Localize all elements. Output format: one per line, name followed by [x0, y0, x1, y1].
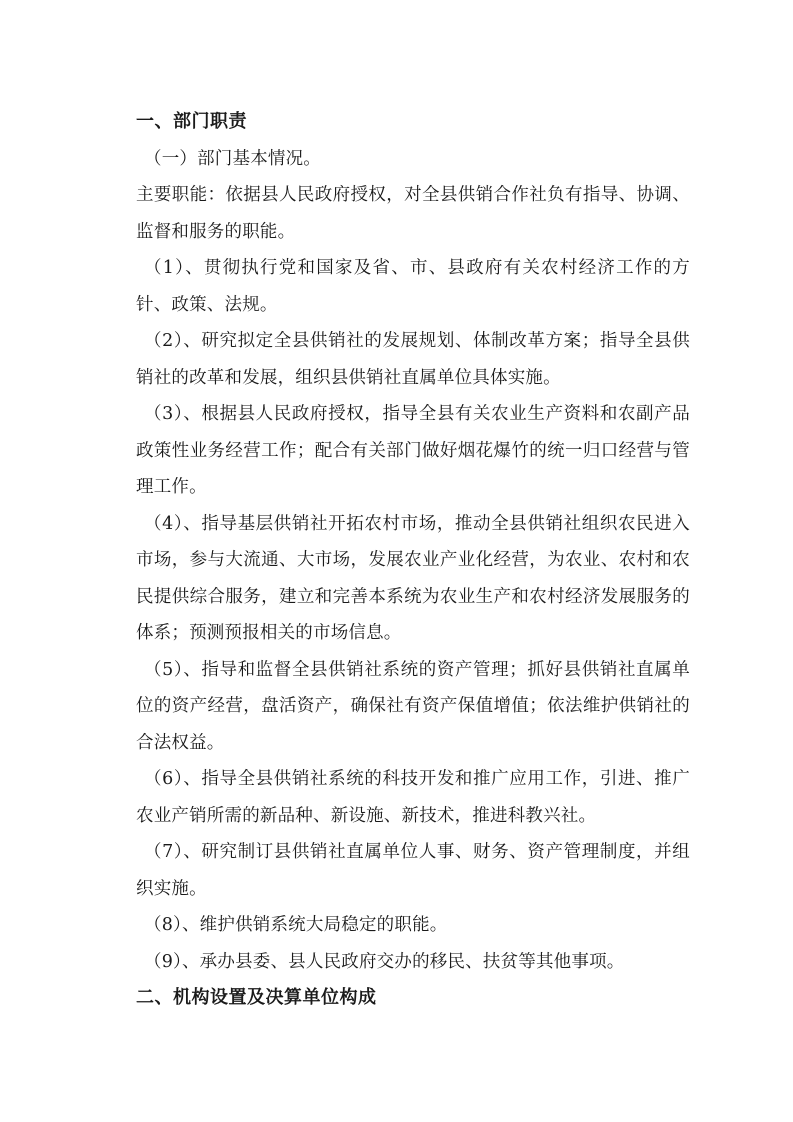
- duty-item-8: （8）、维护供销系统大局稳定的职能。: [144, 915, 448, 935]
- duty-item-2: （2）、研究拟定全县供销社的发展规划、体制改革方案；指导全县供销社的改革和发展，组织县供销社直属单位具体实施。: [136, 331, 690, 388]
- document-body: [136, 104, 690, 1017]
- duty-item-1: （1）、贯彻执行党和国家及省、市、县政府有关农村经济工作的方针、政策、法规。: [136, 258, 690, 315]
- duty-item-4: （4）、指导基层供销社开拓农村市场，推动全县供销社组织农民进入市场，参与大流通、大市场，发展农业产业化经营，为农业、农村和农民提供综合服务，建立和完善本系统为农业生产和农村经济发展服务的体系；预测预报相关的市场信息。: [136, 513, 690, 643]
- subheading-basic-info: （一）部门基本情况。: [144, 148, 321, 169]
- section-1-heading: 一、部门职责: [136, 111, 247, 132]
- main-duties-paragraph: [136, 177, 690, 250]
- duty-item-5: （5）、指导和监督全县供销社系统的资产管理；抓好县供销社直属单位的资产经营，盘活资产，确保社有资产保值增值；依法维护供销社的合法权益。: [136, 659, 690, 753]
- main-duties-text: 主要职能：依据县人民政府授权，对全县供销合作社负有指导、协调、监督和服务的职能。: [136, 185, 690, 242]
- duty-item-3: （3）、根据县人民政府授权，指导全县有关农业生产资料和农副产品政策性业务经营工作；配合有关部门做好烟花爆竹的统一归口经营与管理工作。: [136, 404, 690, 497]
- section-2-heading: 二、机构设置及决算单位构成: [136, 987, 377, 1008]
- duty-item-9: （9）、承办县委、县人民政府交办的移民、扶贫等其他事项。: [144, 951, 625, 972]
- duty-item-7: （7）、研究制订县供销社直属单位人事、财务、资产管理制度，并组织实施。: [136, 842, 690, 899]
- duty-item-6: （6）、指导全县供销社系统的科技开发和推广应用工作，引进、推广农业产销所需的新品种、新设施、新技术，推进科教兴社。: [136, 769, 690, 826]
